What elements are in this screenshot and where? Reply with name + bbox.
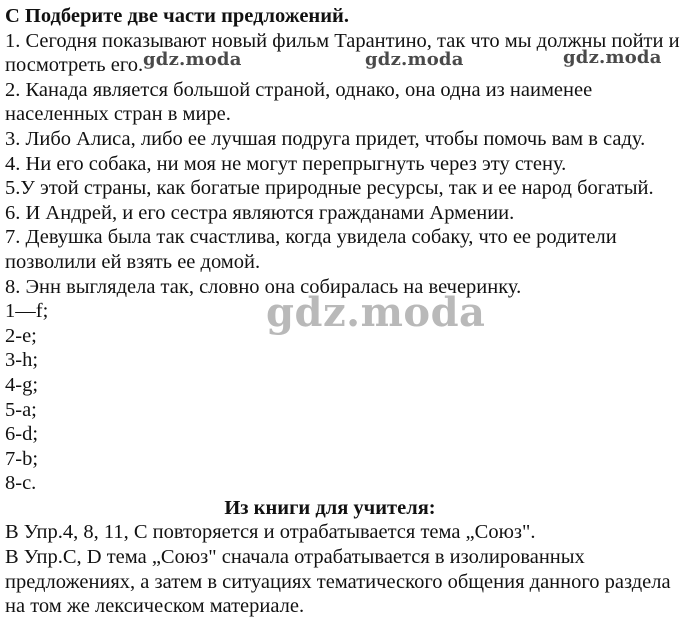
watermark-small: gdz.moda xyxy=(365,49,464,70)
sentence-line: 1. Сегодня показывают новый фильм Тарантино, так что мы должны пойти и xyxy=(5,29,680,52)
sentence-line: посмотреть его. xyxy=(5,54,144,77)
answer-line: 5-a; xyxy=(5,398,37,421)
answer-line: 1—f; xyxy=(5,300,49,323)
answer-line: 6-d; xyxy=(5,423,39,446)
answer-line: 3-h; xyxy=(5,349,39,372)
sentence-line: 8. Энн выглядела так, словно она собиралась на вечеринку. xyxy=(5,275,522,298)
sentence-line: 2. Канада является большой страной, однако, она одна из наименее xyxy=(5,78,593,101)
answer-line: 7-b; xyxy=(5,447,39,470)
sentence-line: населенных стран в мире. xyxy=(5,103,231,126)
watermark-large: gdz.moda xyxy=(266,289,486,336)
answer-line: 8-c. xyxy=(5,472,37,495)
teacher-notes xyxy=(5,520,695,618)
teacher-note-line: В Упр.С, D тема „Союз" сначала отрабатывается в изолированных xyxy=(5,546,585,569)
sentence-line: 5.У этой страны, как богатые природные ресурсы, так и ее народ богатый. xyxy=(5,177,654,200)
sentence-line: 7. Девушка была так счастлива, когда увидела собаку, что ее родители xyxy=(5,226,617,249)
answer-line: 4-g; xyxy=(5,373,39,396)
teacher-section-title: Из книги для учителя: xyxy=(224,496,436,519)
teacher-note-line: предложениях, а затем в ситуациях тематического общения данного раздела xyxy=(5,570,671,593)
sentence-line: позволили ей взять ее домой. xyxy=(5,250,261,273)
sentence-list xyxy=(5,29,695,300)
teacher-note-line: В Упр.4, 8, 11, С повторяется и отрабатывается тема „Союз". xyxy=(5,521,536,544)
answer-line: 2-e; xyxy=(5,324,37,347)
watermark-small: gdz.moda xyxy=(563,47,662,68)
teacher-note-line: на том же лексическом материале. xyxy=(5,595,305,618)
exercise-heading: С Подберите две части предложений. xyxy=(5,5,349,27)
sentence-line: 3. Либо Алиса, либо ее лучшая подруга придет, чтобы помочь вам в саду. xyxy=(5,127,646,150)
sentence-line: 6. И Андрей, и его сестра являются гражданами Армении. xyxy=(5,201,515,224)
sentence-line: 4. Ни его собака, ни моя не могут перепрыгнуть через эту стену. xyxy=(5,152,567,175)
watermark-small: gdz.moda xyxy=(143,49,242,70)
